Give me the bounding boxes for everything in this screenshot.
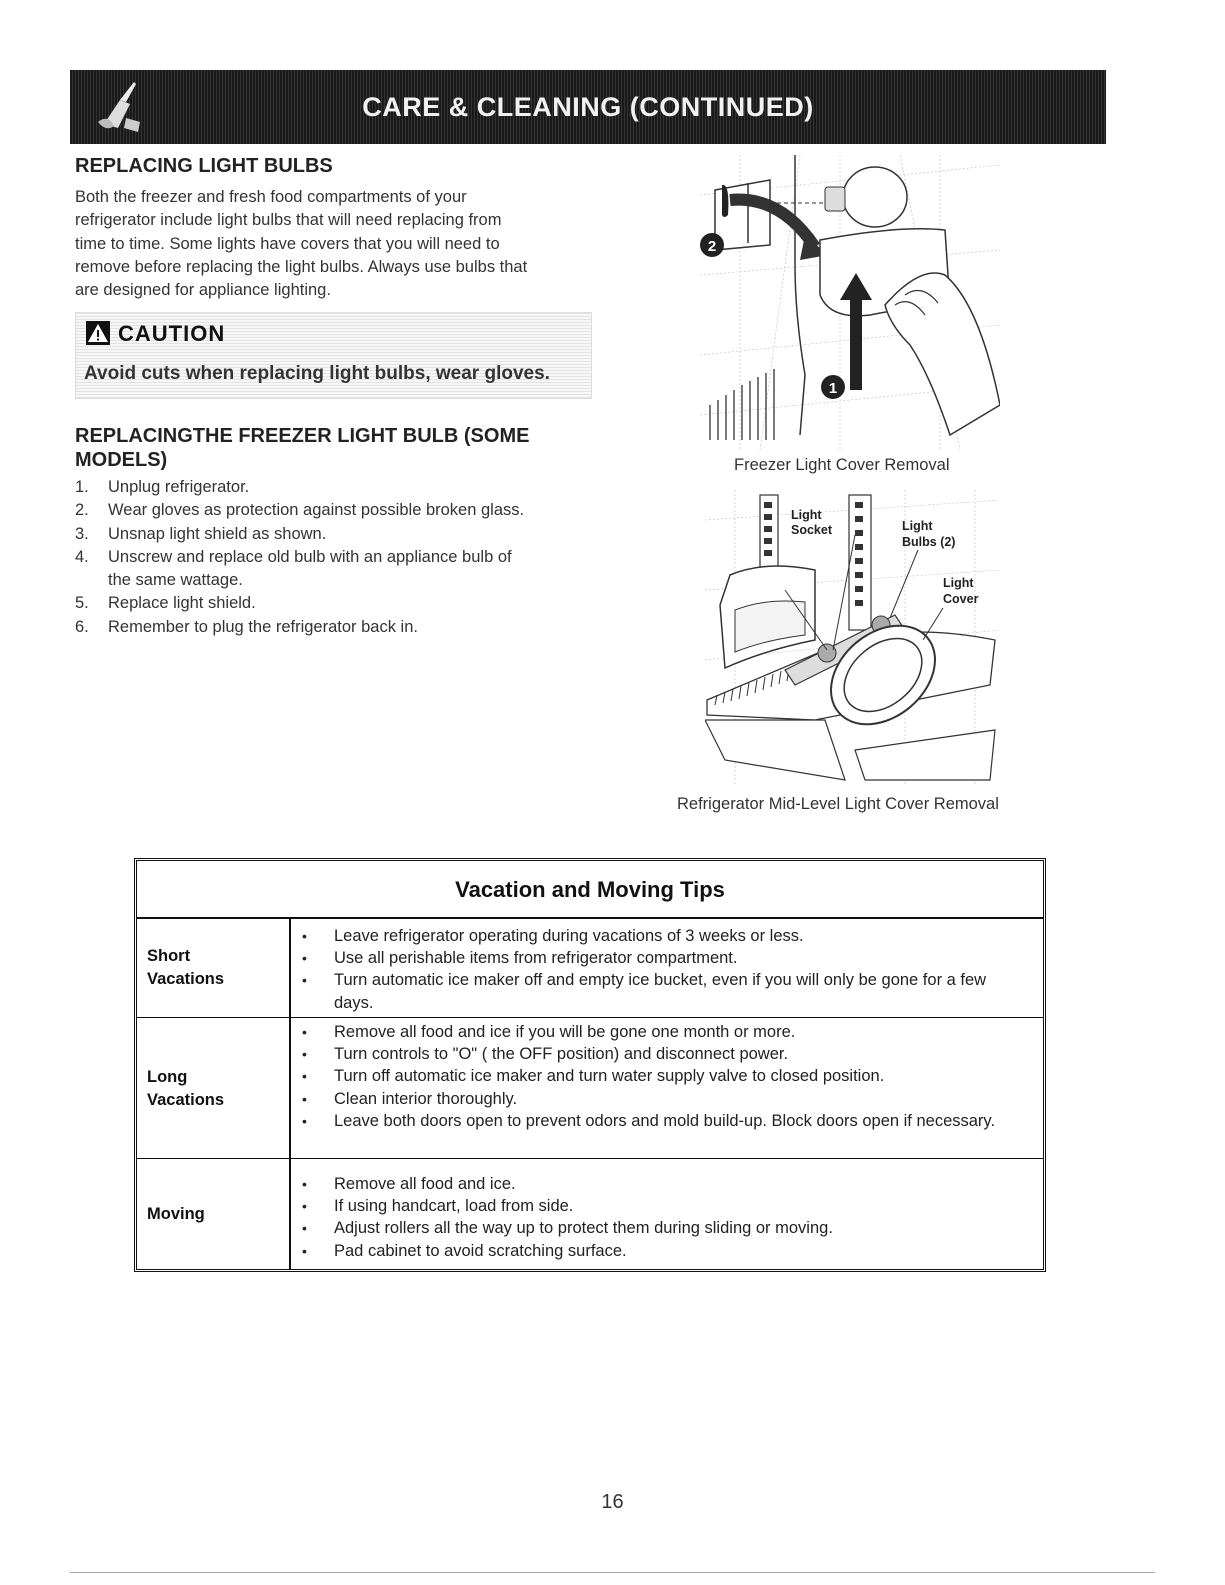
intro-line: refrigerator include light bulbs that will need replacing from [75,211,502,230]
row-label-long-vacations [147,1066,287,1111]
freezer-light-cover-illustration [700,155,1000,450]
moving-tips [302,1173,1023,1262]
step-number: 6. [75,617,89,636]
section-banner [70,70,1106,144]
step-item [75,592,595,615]
table-row [137,919,1043,1018]
list-item: • Turn off automatic ice maker and turn water supply valve to closed position. [302,1065,1023,1087]
list-item: • Adjust rollers all the way up to protect them during sliding or moving. [302,1217,1023,1239]
row-label-line: Vacations [147,969,225,988]
step-item [75,569,595,592]
step-item [75,499,595,522]
figure-caption-freezer: Freezer Light Cover Removal [734,456,950,474]
step-item [75,616,595,639]
intro-line: Both the freezer and fresh food compartments of your [75,188,467,206]
step-item [75,523,595,546]
row-label-line: Long [147,1068,188,1086]
caution-title: CAUTION [118,321,226,346]
list-item: • Pad cabinet to avoid scratching surface. [302,1240,1023,1262]
table-title: Vacation and Moving Tips [137,861,1043,919]
list-item: • Remove all food and ice if you will be gone one month or more. [302,1021,1023,1043]
table-row [137,1018,1043,1159]
heading-line: REPLACINGTHE FREEZER LIGHT BULB (SOME [75,425,530,447]
intro-line: time to time. Some lights have covers that you will need to [75,234,500,253]
list-item: • Clean interior thoroughly. [302,1088,1023,1110]
mid-level-light-cover-illustration [705,490,1000,786]
step-number: 3. [75,524,89,543]
list-item: • Leave refrigerator operating during vacations of 3 weeks or less. [302,925,1023,947]
list-item: • If using handcart, load from side. [302,1195,1023,1217]
caution-text: Avoid cuts when replacing light bulbs, wear gloves. [84,363,550,384]
step-1-label: 1 [828,380,838,397]
row-label-line: Vacations [147,1090,225,1109]
row-label-short-vacations [147,945,287,990]
warning-triangle-icon [86,321,110,345]
row-label-moving [147,1203,287,1226]
step-text: Wear gloves as protection against possible broken glass. [108,501,525,520]
step-text: Replace light shield. [108,594,256,613]
step-item [75,546,595,569]
step-text: Remember to plug the refrigerator back in. [108,617,418,636]
list-item: • Use all perishable items from refrigerator compartment. [302,947,1023,969]
short-vacation-tips [302,925,1023,1014]
label-light-bulbs-line2: Bulbs (2) [902,535,956,549]
step-number: 1. [75,478,89,496]
heading-line: MODELS) [75,449,168,471]
step-2-label: 2 [707,238,717,255]
row-label-line: Short [147,947,191,965]
intro-line: are designed for appliance lighting. [75,281,331,300]
step-item [75,476,595,499]
vacation-moving-tips-table [134,858,1046,1272]
label-light-cover-line1: Light [943,576,974,590]
page-title: CARE & CLEANING (CONTINUED) [362,92,814,122]
label-light-cover-line2: Cover [943,592,979,606]
bottom-divider [70,1572,1155,1573]
label-light-socket-line2: Socket [791,523,832,537]
step-text: Unplug refrigerator. [108,478,250,496]
step-text: the same wattage. [108,571,243,590]
table-row [137,1159,1043,1273]
list-item: • Turn controls to "O" ( the OFF position) and disconnect power. [302,1043,1023,1065]
row-label-line: Moving [147,1205,205,1223]
label-light-bulbs-line1: Light [902,519,933,533]
step-number: 5. [75,594,89,613]
list-item: • Leave both doors open to prevent odors and mold build-up. Block doors open if necessary. [302,1110,1023,1132]
caution-box [75,312,592,399]
long-vacation-tips [302,1021,1023,1132]
step-number: 2. [75,501,89,520]
figure-caption-mid-level: Refrigerator Mid-Level Light Cover Removal [677,795,999,813]
label-light-socket-line1: Light [791,508,822,522]
step-number: 4. [75,547,89,566]
section-heading-replacing-light-bulbs: REPLACING LIGHT BULBS [75,155,333,177]
step-text: Unscrew and replace old bulb with an appliance bulb of [108,547,512,566]
intro-paragraph [75,186,585,302]
section-heading-freezer-light-bulb [75,424,529,472]
intro-line: remove before replacing the light bulbs. Always use bulbs that [75,257,528,276]
step-text: Unsnap light shield as shown. [108,524,327,543]
list-item: • Remove all food and ice. [302,1173,1023,1195]
page-number: 16 [601,1491,624,1513]
list-item: • Turn automatic ice maker off and empty ice bucket, even if you will only be gone for a few days. [302,969,1023,1013]
freezer-bulb-steps [75,476,595,639]
